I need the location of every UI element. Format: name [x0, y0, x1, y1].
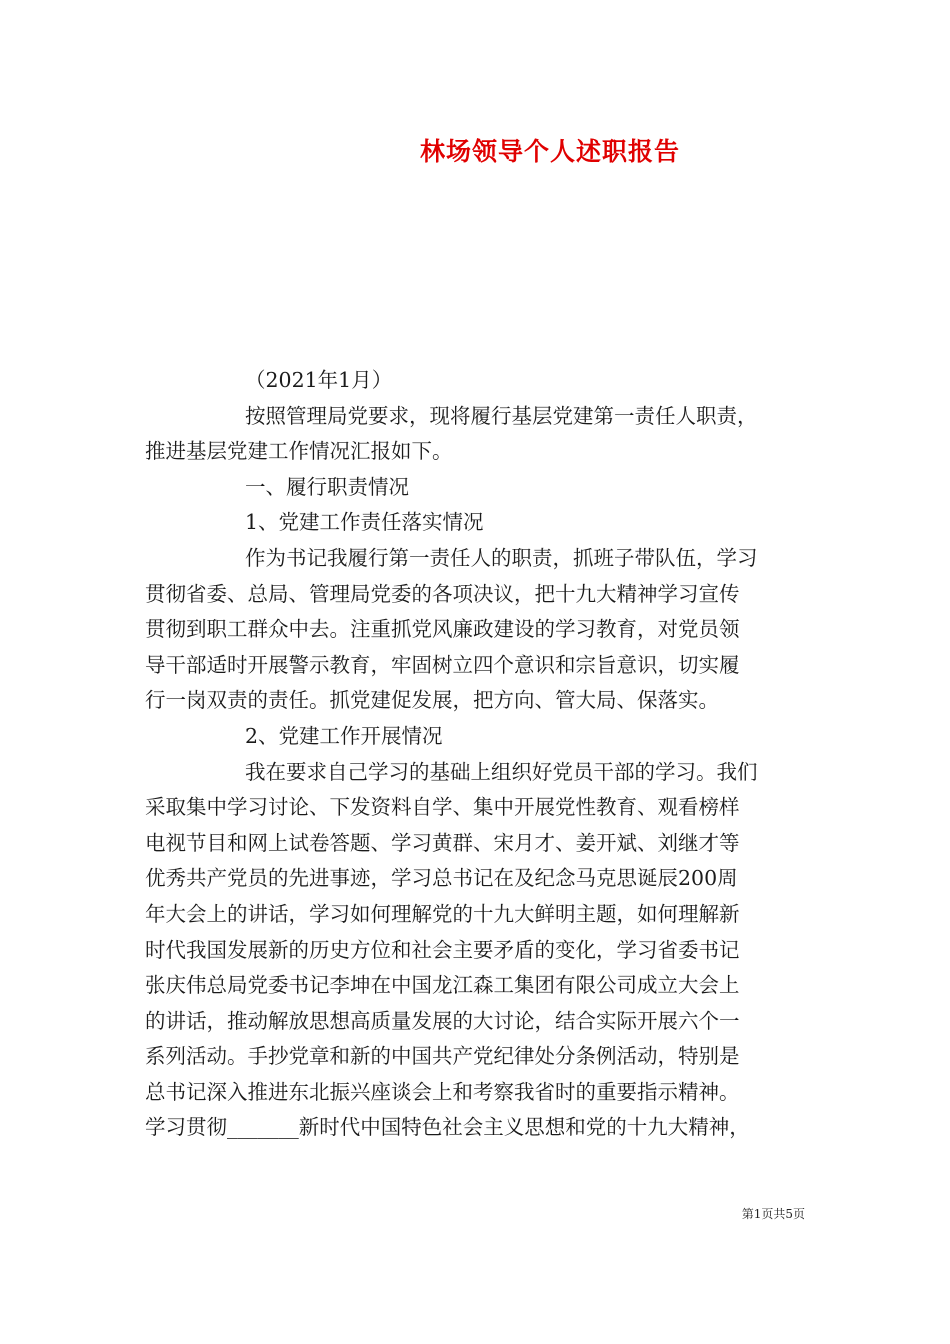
- body-line: 张庆伟总局党委书记李坤在中国龙江森工集团有限公司成立大会上: [145, 973, 740, 998]
- page-number: 第1页共5页: [741, 1207, 805, 1221]
- body-line: 作为书记我履行第一责任人的职责，抓班子带队伍，学习: [245, 545, 758, 570]
- body-line: 采取集中学习讨论、下发资料自学、集中开展党性教育、观看榜样: [145, 795, 740, 820]
- body-line: 按照管理局党要求，现将履行基层党建第一责任人职责，: [245, 403, 758, 428]
- body-line: 贯彻省委、总局、管理局党委的各项决议，把十九大精神学习宣传: [145, 581, 740, 606]
- subsection-heading: 1、党建工作责任落实情况: [245, 510, 484, 535]
- body-line: 学习贯彻_______新时代中国特色社会主义思想和党的十九大精神，: [145, 1115, 750, 1140]
- body-line: 推进基层党建工作情况汇报如下。: [145, 439, 453, 464]
- body-line: 贯彻到职工群众中去。注重抓党风廉政建设的学习教育，对党员领: [145, 617, 740, 642]
- body-line: 年大会上的讲话，学习如何理解党的十九大鲜明主题，如何理解新: [145, 901, 740, 926]
- subsection-heading: 2、党建工作开展情况: [245, 723, 443, 748]
- body-line: （2021年1月）: [245, 368, 393, 392]
- body-line: 总书记深入推进东北振兴座谈会上和考察我省时的重要指示精神。: [145, 1079, 740, 1104]
- document-body: [145, 363, 810, 1146]
- body-line: 我在要求自己学习的基础上组织好党员干部的学习。我们: [245, 759, 758, 784]
- body-line: 的讲话，推动解放思想高质量发展的大讨论，结合实际开展六个一: [145, 1008, 740, 1033]
- body-line: 系列活动。手抄党章和新的中国共产党纪律处分条例活动，特别是: [145, 1044, 740, 1069]
- body-line: 电视节目和网上试卷答题、学习黄群、宋月才、姜开斌、刘继才等: [145, 830, 740, 855]
- section-heading: 一、履行职责情况: [245, 474, 409, 499]
- body-line: 时代我国发展新的历史方位和社会主要矛盾的变化，学习省委书记: [145, 937, 740, 962]
- body-line: 行一岗双责的责任。抓党建促发展，把方向、管大局、保落实。: [145, 688, 719, 713]
- document-title: 林场领导个人述职报告: [419, 137, 680, 166]
- body-line: 导干部适时开展警示教育，牢固树立四个意识和宗旨意识，切实履: [145, 652, 740, 677]
- body-line: 优秀共产党员的先进事迹，学习总书记在及纪念马克思诞辰200周: [145, 866, 738, 891]
